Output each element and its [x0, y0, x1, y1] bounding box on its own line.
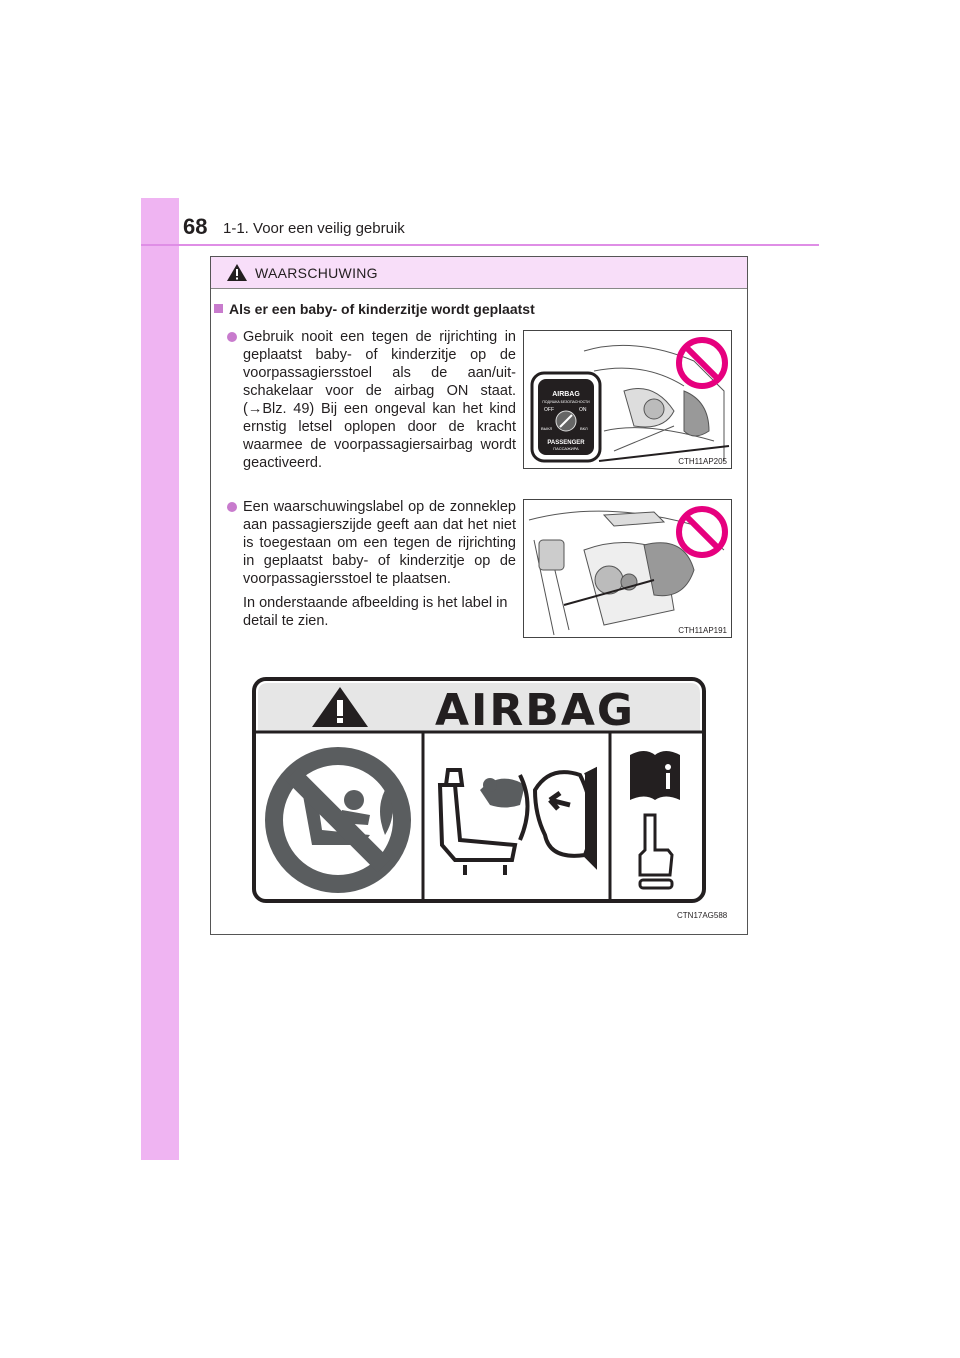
switch-on-ru: ВКЛ — [580, 426, 588, 431]
subheading-text: Als er een baby- of kinderzitje wordt geplaatst — [229, 301, 535, 317]
warning-title: WAARSCHUWING — [255, 265, 378, 281]
switch-passenger: PASSENGER — [547, 440, 585, 446]
label-title: AIRBAG — [434, 685, 636, 736]
car-interior-illustration — [524, 500, 731, 637]
square-bullet-icon — [214, 304, 223, 313]
warning-subheading — [214, 301, 535, 317]
figure-airbag-switch — [523, 330, 732, 469]
header-rule — [141, 244, 819, 246]
chapter-sidebar — [141, 198, 179, 1160]
switch-title: AIRBAG — [552, 391, 580, 398]
bullet2-text: Een waarschuwingslabel op de zonneklep aan passagierszijde geeft aan dat het niet is toegestaan om een tegen de rijrichting in geplaatst baby- of kinderzitje op de voorpassagiersstoel te plaatsen. — [243, 499, 516, 587]
bullet1-text: Gebruik nooit een tegen de rijrichting in geplaatst baby- of kinderzitje op de voorpassagiersstoel als de aan/uit-schakelaar voor de airbag ON staat. (→Blz. 49) Bij een ongeval kan het kind ernstig letsel oplopen door de kracht waarmee de voorpassagiersairbag wordt geactiveerd. — [243, 329, 516, 471]
figure1-code: CTH11AP205 — [678, 457, 727, 466]
section-title: 1-1. Voor een veilig gebruik — [223, 220, 405, 237]
switch-title-ru: ПОДУШКА БЕЗОПАСНОСТИ — [542, 400, 590, 404]
bullet-dot-icon — [227, 332, 237, 342]
bullet-rear-facing-seat — [243, 328, 516, 472]
switch-off-ru: ВЫКЛ — [541, 426, 553, 431]
warning-header — [211, 257, 747, 289]
switch-passenger-ru: ПАССАЖИРА — [553, 446, 579, 451]
figure-sunvisor-label — [523, 499, 732, 638]
car-interior-illustration — [524, 331, 731, 468]
warning-triangle-icon — [226, 263, 248, 282]
switch-off: OFF — [544, 407, 554, 413]
prohibition-icon — [679, 509, 725, 555]
bullet-dot-icon — [227, 502, 237, 512]
switch-on: ON — [579, 407, 587, 413]
prohibition-icon — [679, 340, 725, 386]
figure3-code: CTN17AG588 — [677, 911, 728, 920]
bullet2-extra-text: In onderstaande afbeelding is het label in detail te zien. — [243, 595, 508, 629]
bullet-warning-label — [243, 498, 516, 630]
figure2-code: CTH11AP191 — [678, 626, 727, 635]
airbag-warning-label — [250, 675, 708, 905]
page-number: 68 — [183, 214, 208, 239]
